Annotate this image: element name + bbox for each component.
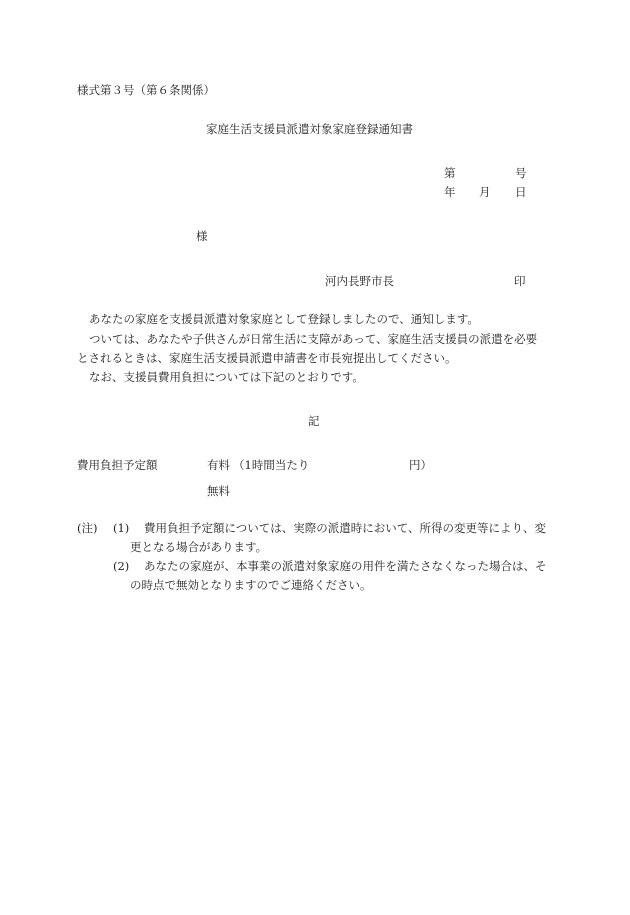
fee-paid: 有料: [207, 458, 230, 472]
number-go: 号: [515, 166, 527, 180]
body-line-4: なお、支援員費用負担については下記のとおりです。: [89, 370, 364, 384]
body-line-2: ついては、あなたや子供さんが日常生活に支障があって、家庭生活支援員の派遣を必要: [89, 332, 538, 346]
note-1-number: (1): [113, 521, 130, 535]
number-dai: 第: [444, 166, 456, 180]
note-2-line-1: あなたの家庭が、本事業の派遣対象家庭の用件を満たさなくなった場合は、そ: [144, 559, 547, 573]
ki-heading: 記: [308, 414, 320, 428]
date-nen: 年: [444, 185, 456, 199]
fee-free: 無料: [207, 484, 230, 498]
fee-paid-detail: （1時間当たり: [233, 458, 310, 472]
fee-label: 費用負担予定額: [77, 458, 158, 472]
issuer-name: 河内長野市長: [325, 274, 394, 288]
note-2-line-2: の時点で無効となりますのでご連絡ください。: [130, 578, 372, 592]
note-2-number: (2): [113, 559, 130, 573]
note-1-line-2: 更となる場合があります。: [130, 540, 268, 554]
form-number: 様式第３号（第６条関係）: [77, 83, 215, 97]
document-title: 家庭生活支援員派遣対象家庭登録通知書: [206, 122, 413, 136]
fee-yen: 円）: [409, 458, 432, 472]
seal-mark: 印: [514, 274, 526, 288]
note-label: (注): [77, 521, 98, 535]
addressee-suffix: 様: [196, 229, 208, 243]
date-tsuki: 月: [479, 185, 491, 199]
note-1-line-1: 費用負担予定額については、実際の派遣時において、所得の変更等により、変: [144, 521, 547, 535]
body-line-3: とされるときは、家庭生活支援員派遣申請書を市長宛提出してください。: [77, 351, 457, 365]
date-hi: 日: [515, 185, 527, 199]
body-line-1: あなたの家庭を支援員派遣対象家庭として登録しましたので、通知します。: [89, 312, 479, 326]
